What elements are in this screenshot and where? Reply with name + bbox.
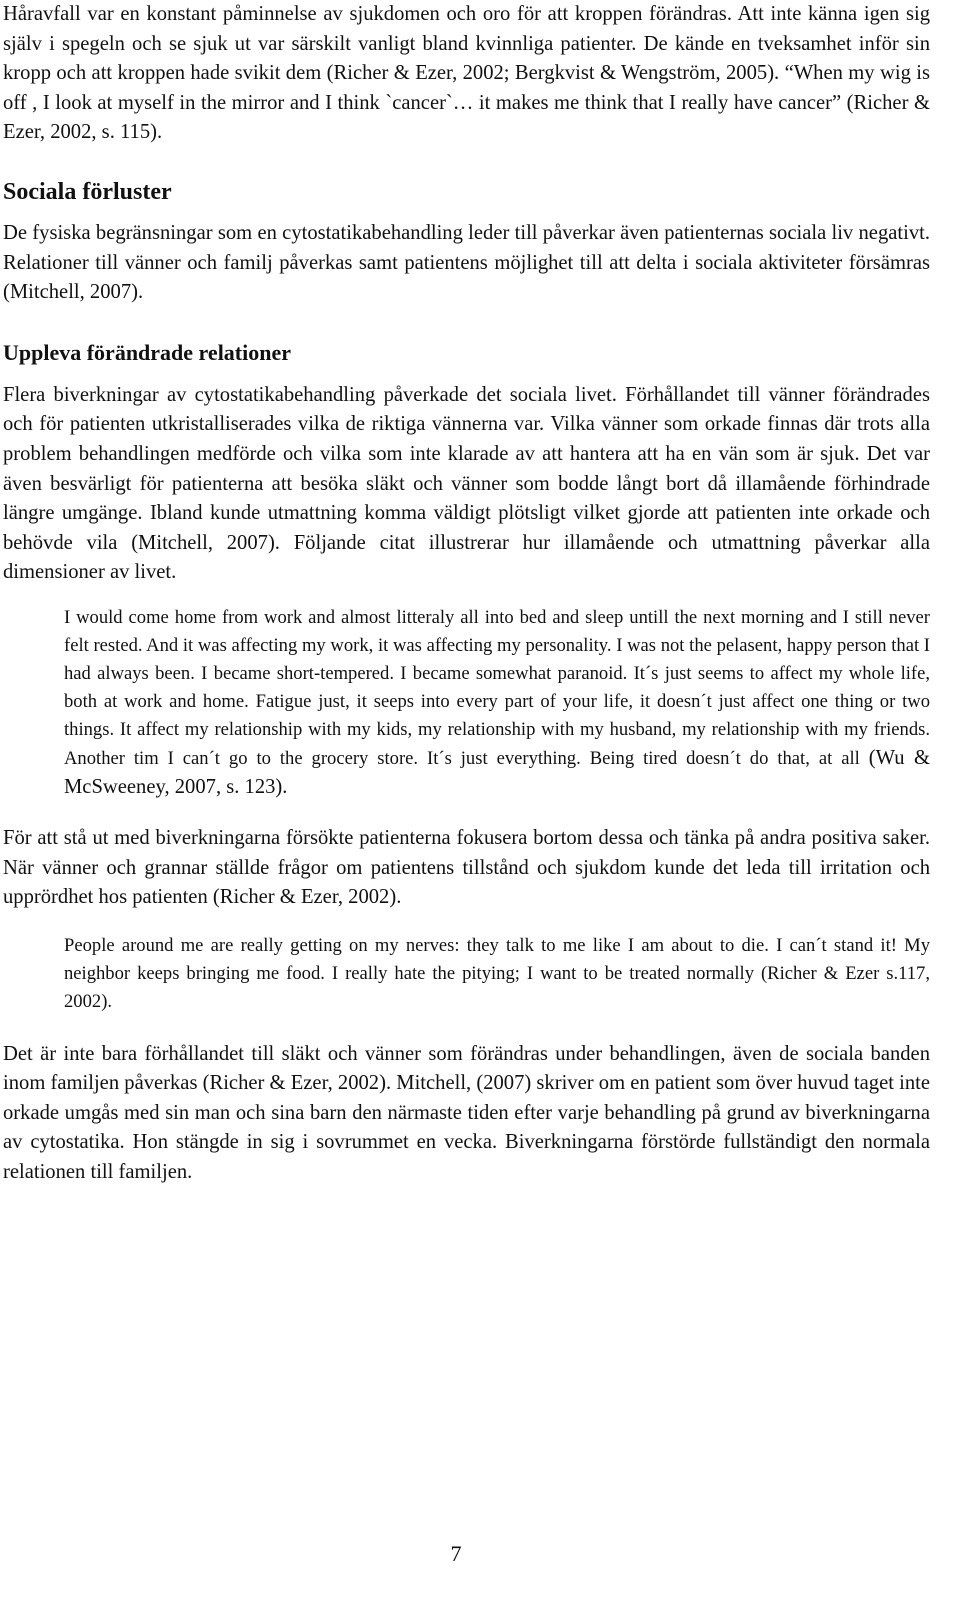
quote-1-text: I would come home from work and almost litteraly all into bed and sleep untill the next morning and I still never felt rested. And it was affecting my work, it was affecting my personality. I was not the pelasent, happy person that I had always been. I became short-tempered. I became somewhat paranoid. It´s just seems to affect my whole life, both at work and home. Fatigue just, it seeps into every part of your life, it doesn´t just affect one thing or two things. It affect my relationship with my kids, my relationship with my husband, my relationship with my friends. Another tim I can´t go to the grocery store. It´s just everything. Being tired doesn´t do that, at all bbox=[64, 606, 930, 769]
quote-1-citation: (Wu & McSweeney, 2007, s. 123). bbox=[64, 746, 931, 798]
paragraph-3: Det är inte bara förhållandet till släkt och vänner som förändras under behandlingen, även de sociala banden inom familjen påverkas (Richer & Ezer, 2002). Mitchell, (2007) skriver om en patient som över huvud taget inte orkade umgås med sin man och sina barn den närmaste tiden efter varje behandling på grund av biverkningarna av cytostatika. Hon stängde in sig i sovrummet en vecka. Biverkningarna förstörde fullständigt den normala relationen till familjen. bbox=[3, 1042, 930, 1184]
section-paragraph: De fysiska begränsningar som en cytostatikabehandling leder till påverkar även patienternas sociala liv negativt. Relationer till vänner och familj påverkas samt patientens möjlighet till att delta i sociala aktiviteter försämras (Mitchell, 2007). bbox=[3, 221, 930, 304]
block-quote-2: People around me are really getting on my nerves: they talk to me like I am about to die. I can´t stand it! My neighbor keeps bringing me food. I really hate the pitying; I want to be treated normally (Richer & Ezer s.117, 2002). bbox=[64, 934, 930, 1012]
page-content bbox=[3, 0, 930, 1188]
subsection-paragraph: Flera biverkningar av cytostatikabehandling påverkade det sociala livet. Förhållandet till vänner förändrades och för patienten utkristalliserades vilka de riktiga vännerna var. Vilka vänner som orkade finnas där trots alla problem behandlingen medförde och vilka som inte klarade av att hantera att ha en vän som är sjuk. Det var även besvärligt för patienterna att besöka släkt och vänner som bodde långt bort då illamående förhindrade längre umgänge. Ibland kunde utmattning komma väldigt plötsligt vilket gjorde att patienten inte orkade och behövde vila (Mitchell, 2007). Följande citat illustrerar hur illamående och utmattning påverkar alla dimensioner av livet. bbox=[3, 383, 930, 584]
paragraph-2: För att stå ut med biverkningarna försökte patienterna fokusera bortom dessa och tänka på andra positiva saker. När vänner och grannar ställde frågor om patientens tillstånd och sjukdom kunde det leda till irritation och upprördhet hos patienten (Richer & Ezer, 2002). bbox=[3, 826, 930, 909]
section-title: Sociala förluster bbox=[3, 178, 172, 205]
intro-paragraph: Håravfall var en konstant påminnelse av sjukdomen och oro för att kroppen förändras. Att inte känna igen sig själv i spegeln och se sjuk ut var särskilt vanligt bland kvinnliga patienter. De kände en tveksamhet inför sin kropp och att kroppen hade svikit dem (Richer & Ezer, 2002; Bergkvist & Wengström, 2005). “When my wig is off , I look at myself in the mirror and I think `cancer`… it makes me think that I really have cancer” (Richer & Ezer, 2002, s. 115). bbox=[3, 3, 930, 144]
block-quote-1 bbox=[64, 604, 930, 802]
page-number: 7 bbox=[450, 1541, 462, 1566]
subsection-title: Uppleva förändrade relationer bbox=[3, 339, 292, 365]
